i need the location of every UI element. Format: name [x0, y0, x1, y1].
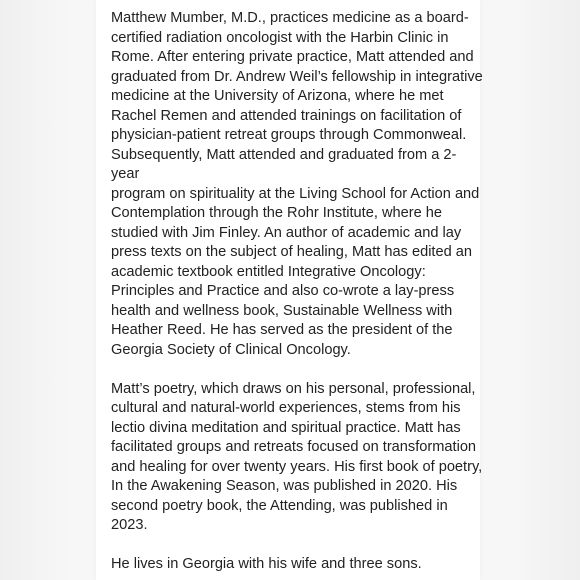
author-bio: [111, 9, 483, 580]
bio-paragraph-family: He lives in Georgia with his wife and three sons.: [111, 556, 422, 572]
bio-paragraph-career: Matthew Mumber, M.D., practices medicine as a board- certified radiation oncologist with the Harbin Clinic in Rome. After entering private practice, Matt attended and graduated from Dr. Andrew Weil’s fellowship in integrative medicine at the University of Arizona, where he met Rachel Remen and attended trainings on facilitation of physician-patient retreat groups through Commonweal. Subsequently, Matt attended and graduated from a 2-year program on spirituality at the Living School for Action and Contemplation through the Rohr Institute, where he studied with Jim Finley. An author of academic and lay press texts on the subject of healing, Matt has edited an academic textbook entitled Integrative Oncology: Principles and Practice and also co-wrote a lay-press health and wellness book, Sustainable Wellness with Heather Reed. He has served as the president of the Georgia Society of Clinical Oncology.: [111, 10, 483, 358]
bio-paragraph-poetry: Matt’s poetry, which draws on his personal, professional, cultural and natural-world experiences, stems from his lectio divina meditation and spiritual practice. Matt has facilitated groups and retreats focused on transformation and healing for over twenty years. His first book of poetry, In the Awakening Season, was published in 2020. His second poetry book, the Attending, was published in 2023.: [111, 380, 483, 533]
